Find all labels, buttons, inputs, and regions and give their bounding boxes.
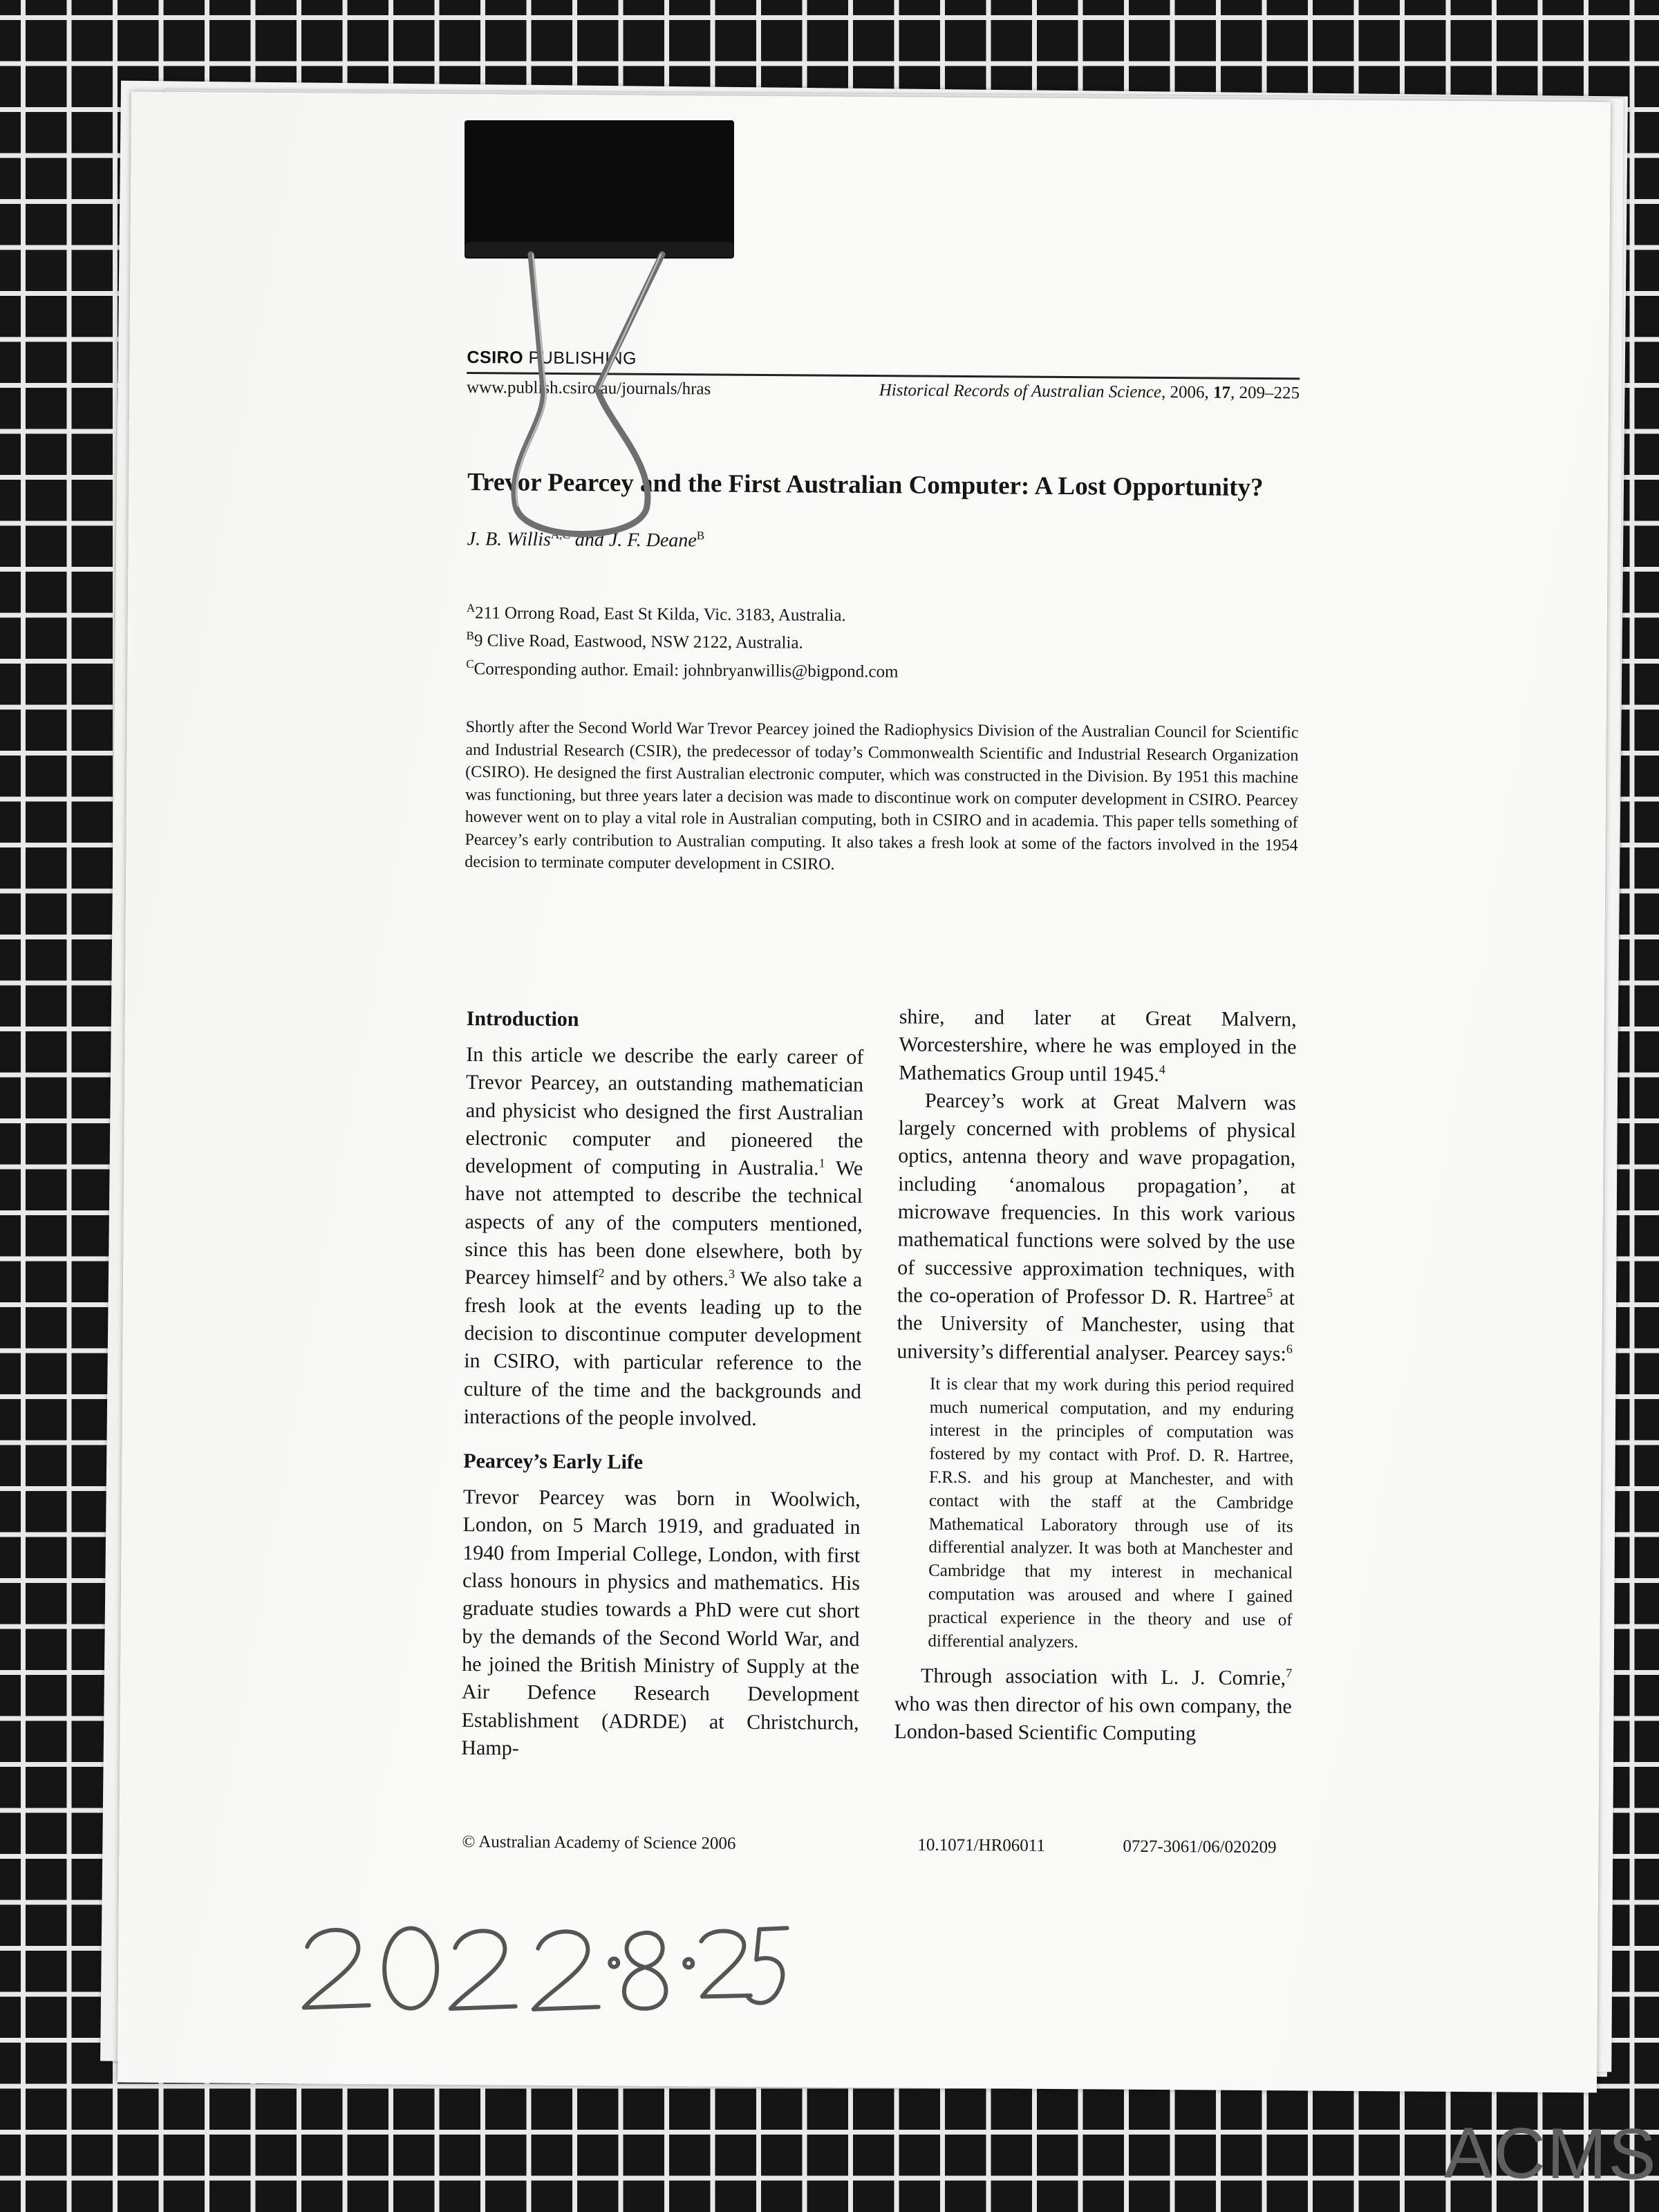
- doi: 10.1071/HR06011: [917, 1835, 1045, 1855]
- journal-citation: Historical Records of Australian Science, 2006, 17, 209–225: [879, 381, 1300, 403]
- publisher-brand: CSIRO PUBLISHING: [467, 347, 637, 368]
- introduction-paragraph: In this article we describe the early career of Trevor Pearcey, an outstanding mathematician and physicist who designed the first Australian electronic computer and pioneered the development of computing in Australia.$^1$ We have not attempted to describe the technical aspects of any of the computers mentioned, since this has been done elsewhere, both by Pearcey himself$^2$ and by others.$^3$ We also take a fresh look at the events leading up to the decision to discontinue computer development in CSIRO, with particular reference to the culture of the time and the backgrounds and interactions of the people involved.: [463, 1042, 864, 1430]
- block-quote: It is clear that my work during this period required much numerical computation, and my enduring interest in the principles of computation was fostered by my contact with Prof. D. R. Hartree, F.R.S. and his group at Manchester, and with contact with the staff at the Cambridge Mathematical Laboratory through use of its differential analyzer. It was both at Manchester and Cambridge that my interest in mechanical computation was aroused and where I gained practical experience in the theory and use of differential analyzers.: [928, 1374, 1295, 1651]
- affiliations: [466, 597, 899, 683]
- body-paragraph-3: Through association with L. J. Comrie,$^7$ who was then director of his own company, the London-based Scientific Computing: [894, 1665, 1293, 1745]
- left-column: [461, 1005, 864, 1765]
- paper-page: [118, 92, 1658, 2195]
- early-life-paragraph: Trevor Pearcey was born in Woolwich, London, on 5 March 1919, and graduated in 1940 from Imperial College, London, with first class honours in physics and mathematics. His graduate studies towards a PhD were cut short by the demands of the Second World War, and he joined the British Ministry of Supply at the Air Defence Research Development Establishment (ADRDE) at Christchurch, Hamp-: [461, 1485, 861, 1760]
- handwritten-date: [294, 1911, 793, 2018]
- journal-url: www.publish.csiro.au/journals/hras: [467, 377, 711, 399]
- section-heading-early-life: Pearcey’s Early Life: [463, 1450, 644, 1474]
- section-heading-introduction: Introduction: [466, 1006, 579, 1031]
- copyright-notice: © Australian Academy of Science 2006: [462, 1832, 736, 1853]
- affiliation-c: $^C$Corresponding author. Email: johnbryanwillis@bigpond.com: [466, 657, 899, 682]
- watermark-acms: ACMS: [1443, 2112, 1658, 2195]
- article-title: Trevor Pearcey and the First Australian Computer: A Lost Opportunity?: [467, 467, 1264, 503]
- body-paragraph-2: Pearcey’s work at Great Malvern was largely concerned with problems of physical optics, antenna theory and wave propagation, including ‘anomalous propagation’, at microwave frequencies. In this work various mathematical functions were solved by the use of successive approximation techniques, with the co-operation of Professor D. R. Hartree$^5$ at the University of Manchester, using that university’s differential analyser. Pearcey says:$^6$: [897, 1089, 1297, 1365]
- affiliation-b: $^B$9 Clive Road, Eastwood, NSW 2122, Australia.: [466, 629, 803, 653]
- body-paragraph-1: shire, and later at Great Malvern, Worcestershire, where he was employed in the Mathematics Group until 1945.$^4$: [899, 1005, 1297, 1086]
- issn-code: 0727-3061/06/020209: [1123, 1837, 1277, 1857]
- binder-clip-icon: [462, 118, 738, 560]
- author-line: J. B. Willis$^{A,C}$ and J. F. Deane$^B$: [467, 527, 705, 552]
- right-column: [894, 1003, 1296, 1748]
- abstract: Shortly after the Second World War Trevor Pearcey joined the Radiophysics Division of the Australian Council for Scientific and Industrial Research (CSIR), the predecessor of today’s Commonwealth Scientific and Industrial Research Organization (CSIRO). He designed the first Australian electronic computer, which was constructed in the Division. By 1951 this machine was functioning, but three years later a decision was made to discontinue work on computer development in CSIRO. Pearcey however went on to play a vital role in Australian computing, both in CSIRO and in academia. This paper tells something of Pearcey’s early contribution to Australian computing. It also takes a fresh look at some of the factors involved in the 1954 decision to terminate computer development in CSIRO.: [465, 718, 1299, 874]
- handwritten-date-icon: [294, 1911, 793, 2018]
- affiliation-a: $^A$211 Orrong Road, East St Kilda, Vic. 3183, Australia.: [466, 601, 846, 626]
